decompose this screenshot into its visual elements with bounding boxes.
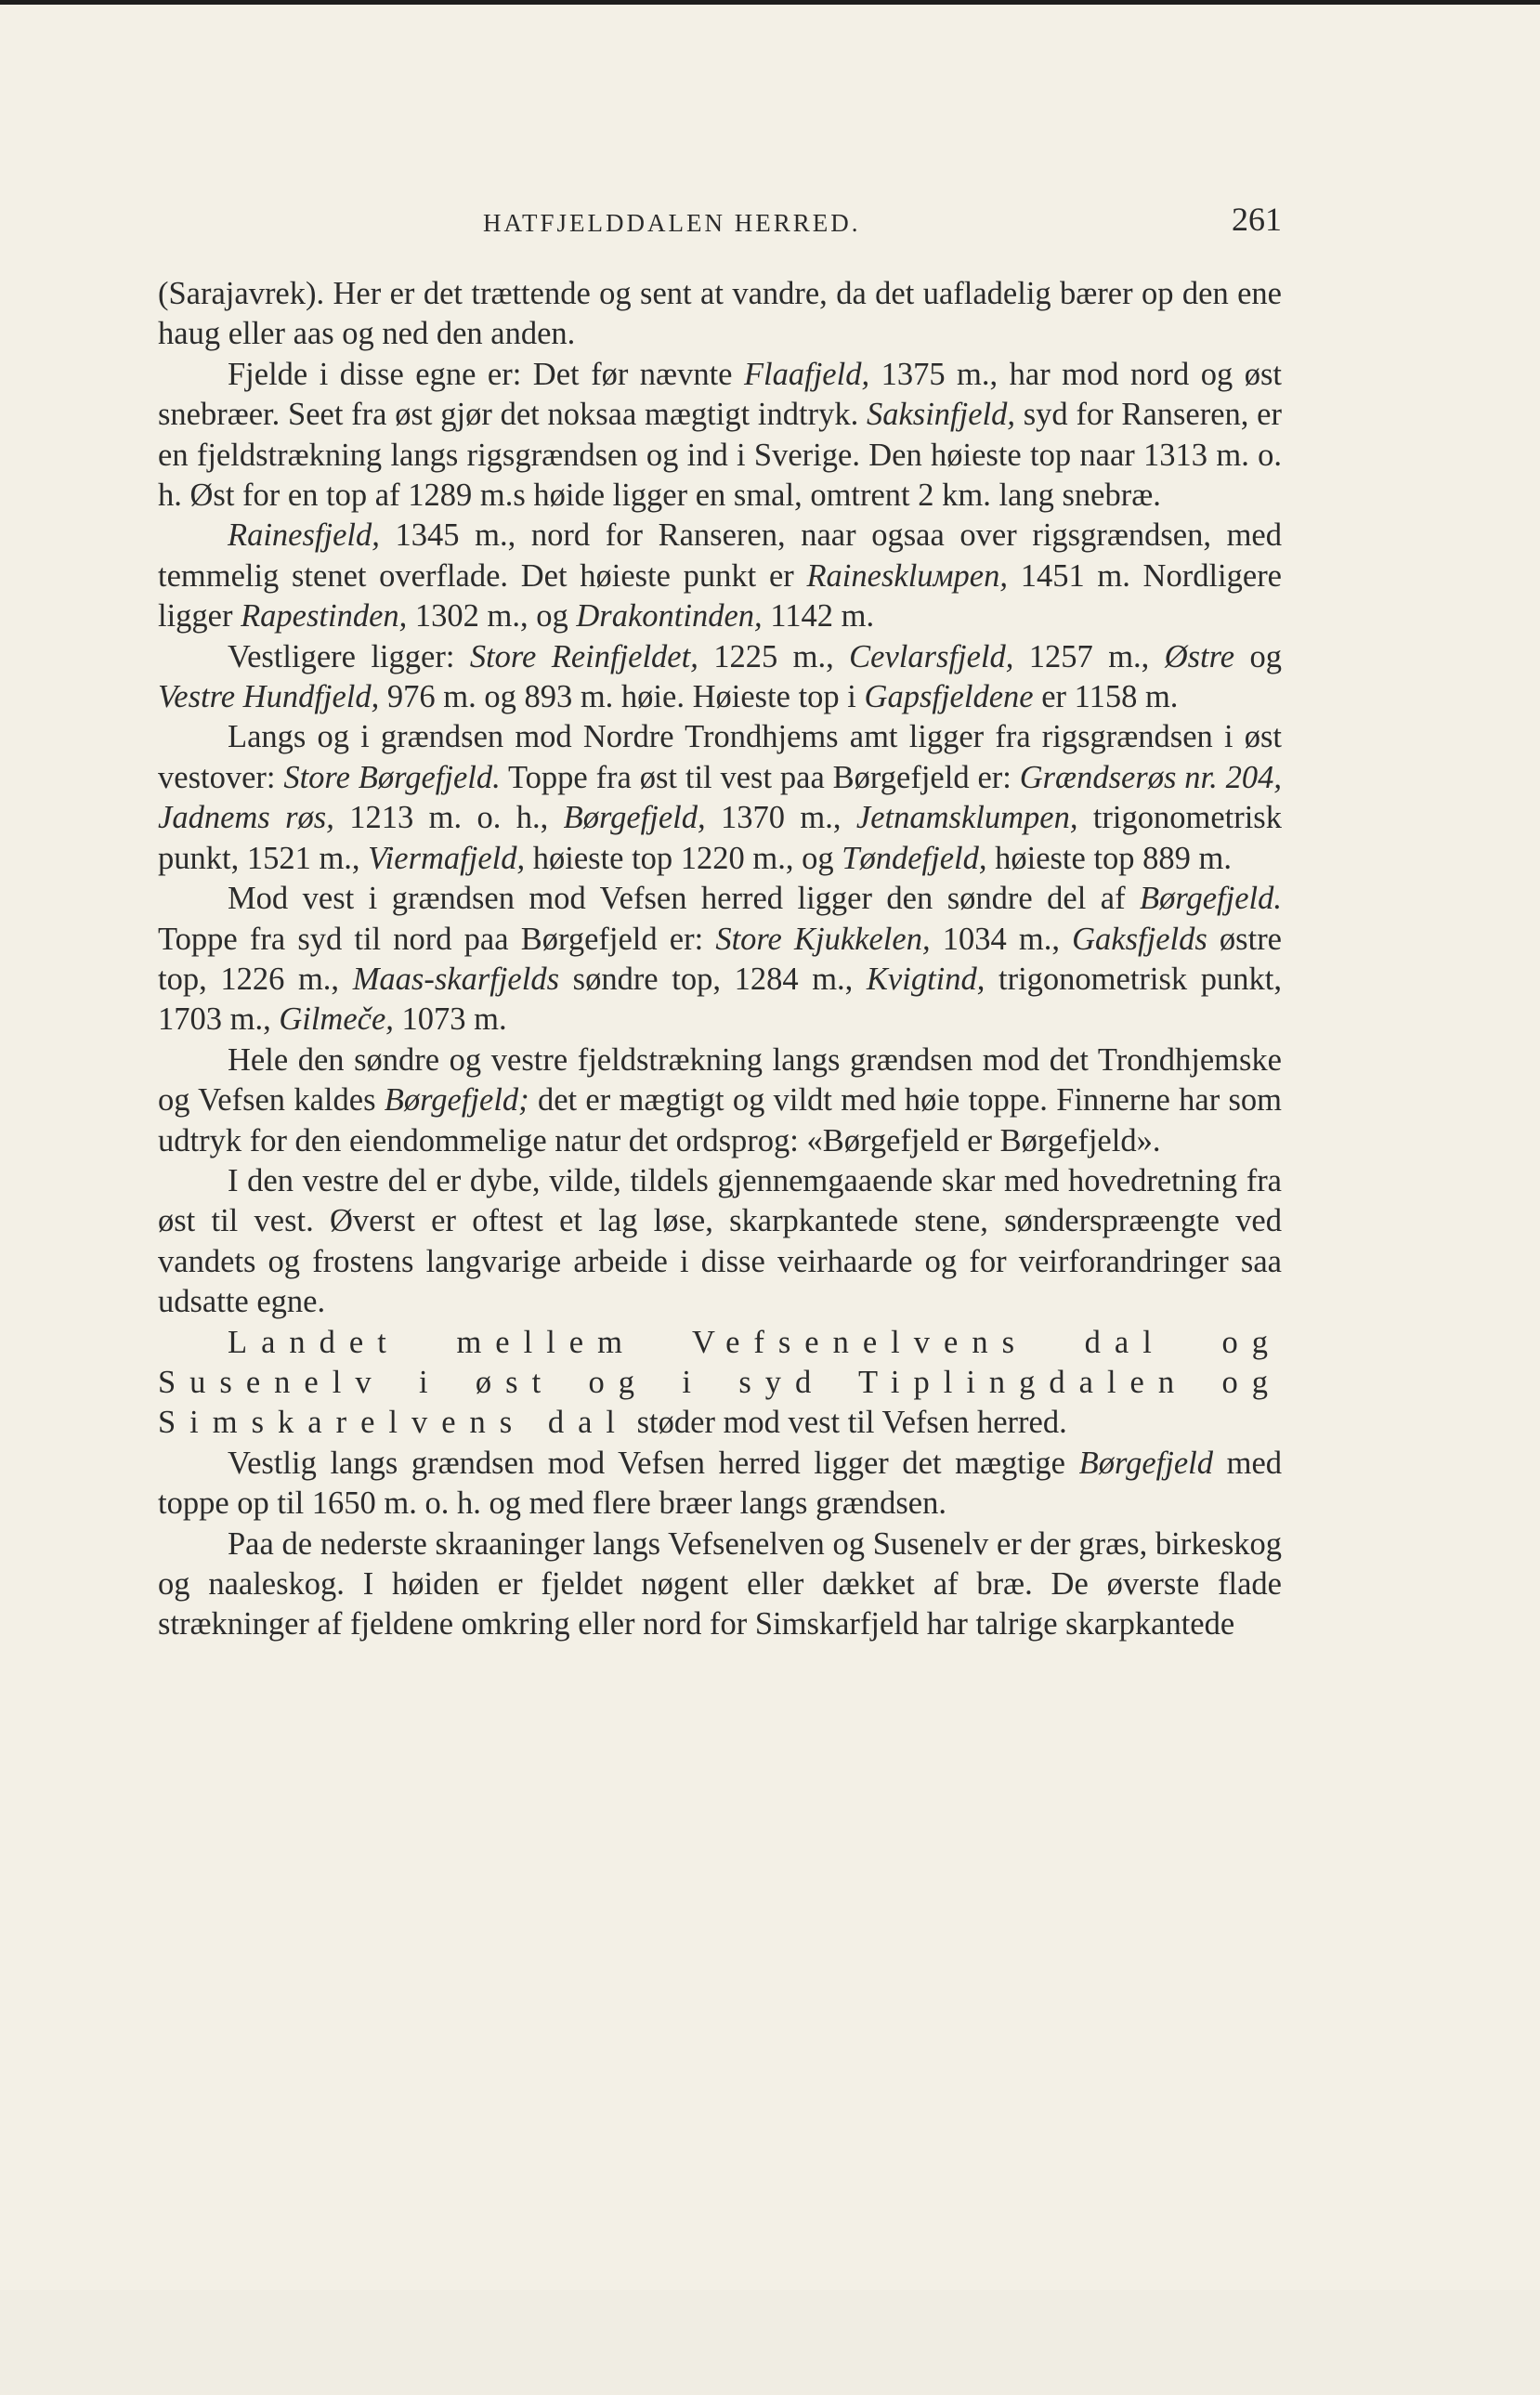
text-run: 1073 m. xyxy=(393,1001,507,1038)
paragraph-6 xyxy=(158,879,1282,1040)
place-name: Viermafjeld, xyxy=(368,840,526,876)
place-name: Tøndefjeld, xyxy=(842,840,987,876)
paragraph-2 xyxy=(158,355,1282,517)
text-run: høieste top 889 m. xyxy=(986,840,1233,876)
place-name: Rapestinden, xyxy=(241,598,408,635)
paragraph-1 xyxy=(158,274,1282,355)
place-name: Store Reinfjeldet, xyxy=(469,638,698,674)
text-run: Toppe fra øst til vest paa Børgefjeld er: xyxy=(500,759,1020,795)
paragraph-7 xyxy=(158,1040,1282,1161)
text-run: høieste top 1220 m., og xyxy=(525,840,842,876)
text-run: og xyxy=(1234,638,1282,674)
spaced-text: Landet mellem Vefsenelvens dal og Susenelv i øst og i syd Tiplingdalen og Simskarelvens dal xyxy=(158,1324,1282,1441)
place-name: Store Børgefjeld. xyxy=(283,759,501,795)
text-run: støder mod vest til Vefsen herred. xyxy=(629,1405,1067,1441)
book-page xyxy=(0,5,1540,2390)
text-run: med toppe op til 1650 m. o. h. og med flere bræer langs grændsen. xyxy=(158,1445,1283,1522)
place-name: Østre xyxy=(1164,638,1235,674)
text-run: Langs og i grændsen mod Nordre Trondhjems amt ligger fra rigsgrændsen i øst vestover: xyxy=(158,719,1282,795)
paragraph-5 xyxy=(158,717,1282,879)
place-name: Raineskluмpen, xyxy=(806,557,1008,594)
place-name: Kvigtind, xyxy=(866,961,985,997)
text-run: Vestligere ligger: xyxy=(228,638,470,674)
place-name: Store Kjukkelen, xyxy=(715,921,931,957)
text-run: Toppe fra syd til nord paa Børgefjeld er: xyxy=(158,921,716,957)
text-run: er 1158 m. xyxy=(1033,679,1179,715)
paragraph-10 xyxy=(158,1444,1282,1525)
text-run: søndre top, 1284 m., xyxy=(559,961,867,997)
text-run: 1257 m., xyxy=(1013,638,1165,674)
place-name: Rainesfjeld, xyxy=(228,517,380,554)
place-name: Flaafjeld, xyxy=(743,356,870,392)
text-run: Hele den søndre og vestre fjeldstrækning langs grændsen mod det Trondhjemske og Vefsen kaldes xyxy=(158,1041,1282,1119)
text-run: Vestlig langs grændsen mod Vefsen herred ligger det mægtige xyxy=(228,1445,1079,1481)
text-run: 1302 m., og xyxy=(407,598,577,635)
text-run: 1213 m. o. h., xyxy=(333,800,564,836)
place-name: Gaksfjelds xyxy=(1072,921,1207,957)
body-text xyxy=(158,274,1282,1645)
text-run: østre top, 1226 m., xyxy=(158,921,1282,997)
text-run: 1034 m., xyxy=(930,921,1073,957)
paragraph-9 xyxy=(158,1323,1282,1444)
paragraph-11 xyxy=(158,1525,1282,1645)
paragraph-4 xyxy=(158,637,1282,718)
text-run: (Sarajavrek). Her er det trættende og sent at vandre, da det uafladelig bærer op den ene haug eller aas og ned den anden. xyxy=(158,276,1282,352)
text-run: 1225 m., xyxy=(698,638,850,674)
text-run: 976 m. og 893 m. høie. Høieste top i xyxy=(379,679,865,715)
text-run: Paa de nederste skraaninger langs Vefsenelven og Susenelv er der græs, birkeskog og naaleskog. I høiden er fjeldet nøgent eller dækket af bræ. De øverste flade strækninger af fjeldene omkring eller nord for Simskarfjeld har talrige skarpkantede xyxy=(158,1525,1282,1642)
paragraph-3 xyxy=(158,516,1282,636)
text-run: trigonometrisk punkt, 1521 m., xyxy=(158,800,1282,876)
text-run: Mod vest i grændsen mod Vefsen herred ligger den søndre del af xyxy=(228,881,1141,917)
text-run: 1142 m. xyxy=(762,598,875,635)
place-name: Saksinfjeld, xyxy=(866,397,1015,433)
text-run: 1375 m., har mod nord og øst snebræer. Seet fra øst gjør det noksaa mægtigt indtryk. xyxy=(158,356,1282,433)
paragraph-8 xyxy=(158,1161,1282,1323)
text-run: trigonometrisk punkt, 1703 m., xyxy=(158,961,1282,1038)
place-name: Børgefjeld xyxy=(1078,1445,1213,1481)
running-head: HATFJELDDALEN HERRED. xyxy=(483,209,861,237)
place-name: Vestre Hundfjeld, xyxy=(158,679,380,715)
place-name: Gilmeče, xyxy=(279,1001,394,1038)
place-name: Børgefjeld. xyxy=(1140,881,1282,917)
page-number: 261 xyxy=(1232,201,1282,238)
page-header xyxy=(158,200,1282,255)
text-run: 1370 m., xyxy=(705,800,856,836)
text-run: 1451 m. Nordligere ligger xyxy=(158,557,1282,635)
text-run: 1345 m., nord for Ranseren, naar ogsaa over rigsgrændsen, med temmelig stenet overflade. Det høieste punkt er xyxy=(158,517,1282,594)
place-name: Børgefjeld, xyxy=(563,800,706,836)
place-name: Gapsfjeldene xyxy=(864,679,1034,715)
place-name: Cevlarsfjeld, xyxy=(849,638,1014,674)
place-name: Børgefjeld; xyxy=(384,1082,529,1119)
text-run: Fjelde i disse egne er: Det før nævnte xyxy=(228,356,744,392)
text-run: det er mægtigt og vildt med høie toppe. Finnerne har som udtryk for den eiendommelige natur det ordsprog: «Børgefjeld er Børgefjeld». xyxy=(158,1082,1282,1158)
place-name: Jetnamsklumpen, xyxy=(855,800,1078,836)
text-run: I den vestre del er dybe, vilde, tildels gjennemgaaende skar med hovedretning fra øst til vest. Øverst er oftest et lag løse, skarpkantede stene, sønderspræengte ved vandets og frostens langvarige arbeide i disse veirhaarde og for veirforandringer saa udsatte egne. xyxy=(158,1162,1282,1320)
place-name: Drakontinden, xyxy=(576,598,763,635)
place-name: Grændserøs nr. 204, Jadnems røs, xyxy=(158,759,1282,836)
place-name: Maas-skarfjelds xyxy=(352,961,560,997)
text-run: syd for Ranseren, er en fjeldstrækning langs rigsgrændsen og ind i Sverige. Den høieste top naar 1313 m. o. h. Øst for en top af 1289 m.s høide ligger en smal, omtrent 2 km. lang snebræ. xyxy=(158,397,1282,514)
page-bottom-margin xyxy=(0,2290,1540,2395)
